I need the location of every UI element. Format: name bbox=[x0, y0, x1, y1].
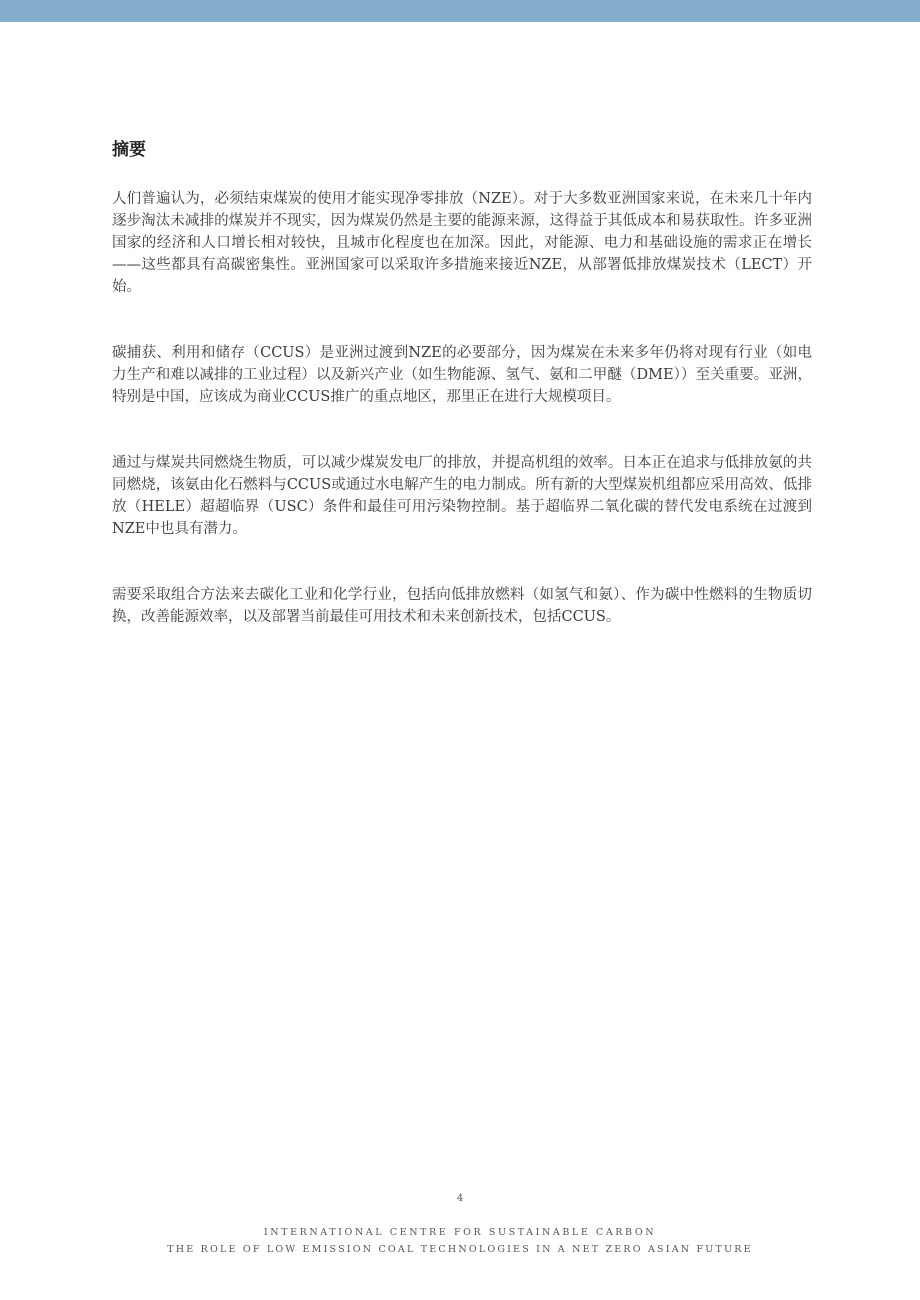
footer-organization: INTERNATIONAL CENTRE FOR SUSTAINABLE CARBON bbox=[263, 1227, 657, 1238]
summary-paragraph-1: 人们普遍认为，必须结束煤炭的使用才能实现净零排放（NZE）。对于大多数亚洲国家来说，在未来几十年内逐步淘汰未减排的煤炭并不现实，因为煤炭仍然是主要的能源来源，这得益于其低成本和易获取性。许多亚洲国家的经济和人口增长相对较快，且城市化程度也在加深。因此，对能源、电力和基础设施的需求正在增长——这些都具有高碳密集性。亚洲国家可以采取许多措施来接近NZE，从部署低排放煤炭技术（LECT）开始。 bbox=[112, 191, 812, 295]
summary-paragraph-3: 通过与煤炭共同燃烧生物质，可以减少煤炭发电厂的排放，并提高机组的效率。日本正在追求与低排放氨的共同燃烧，该氨由化石燃料与CCUS或通过水电解产生的电力制成。所有新的大型煤炭机组都应采用高效、低排放（HELE）超超临界（USC）条件和最佳可用污染物控制。基于超临界二氧化碳的替代发电系统在过渡到NZE中也具有潜力。 bbox=[112, 455, 812, 537]
section-heading: 摘要 bbox=[112, 140, 146, 160]
summary-section bbox=[112, 138, 812, 628]
summary-paragraph-2: 碳捕获、利用和储存（CCUS）是亚洲过渡到NZE的必要部分，因为煤炭在未来多年仍将对现有行业（如电力生产和难以减排的工业过程）以及新兴产业（如生物能源、氢气、氨和二甲醚（DME））至关重要。亚洲，特别是中国，应该成为商业CCUS推广的重点地区，那里正在进行大规模项目。 bbox=[112, 345, 812, 405]
footer-report-title: THE ROLE OF LOW EMISSION COAL TECHNOLOGIES IN A NET ZERO ASIAN FUTURE bbox=[167, 1244, 753, 1255]
page-number: 4 bbox=[456, 1193, 464, 1204]
summary-paragraph-4: 需要采取组合方法来去碳化工业和化学行业，包括向低排放燃料（如氢气和氨）、作为碳中性燃料的生物质切换，改善能源效率，以及部署当前最佳可用技术和未来创新技术，包括CCUS。 bbox=[112, 587, 812, 625]
top-accent-bar bbox=[0, 0, 920, 22]
